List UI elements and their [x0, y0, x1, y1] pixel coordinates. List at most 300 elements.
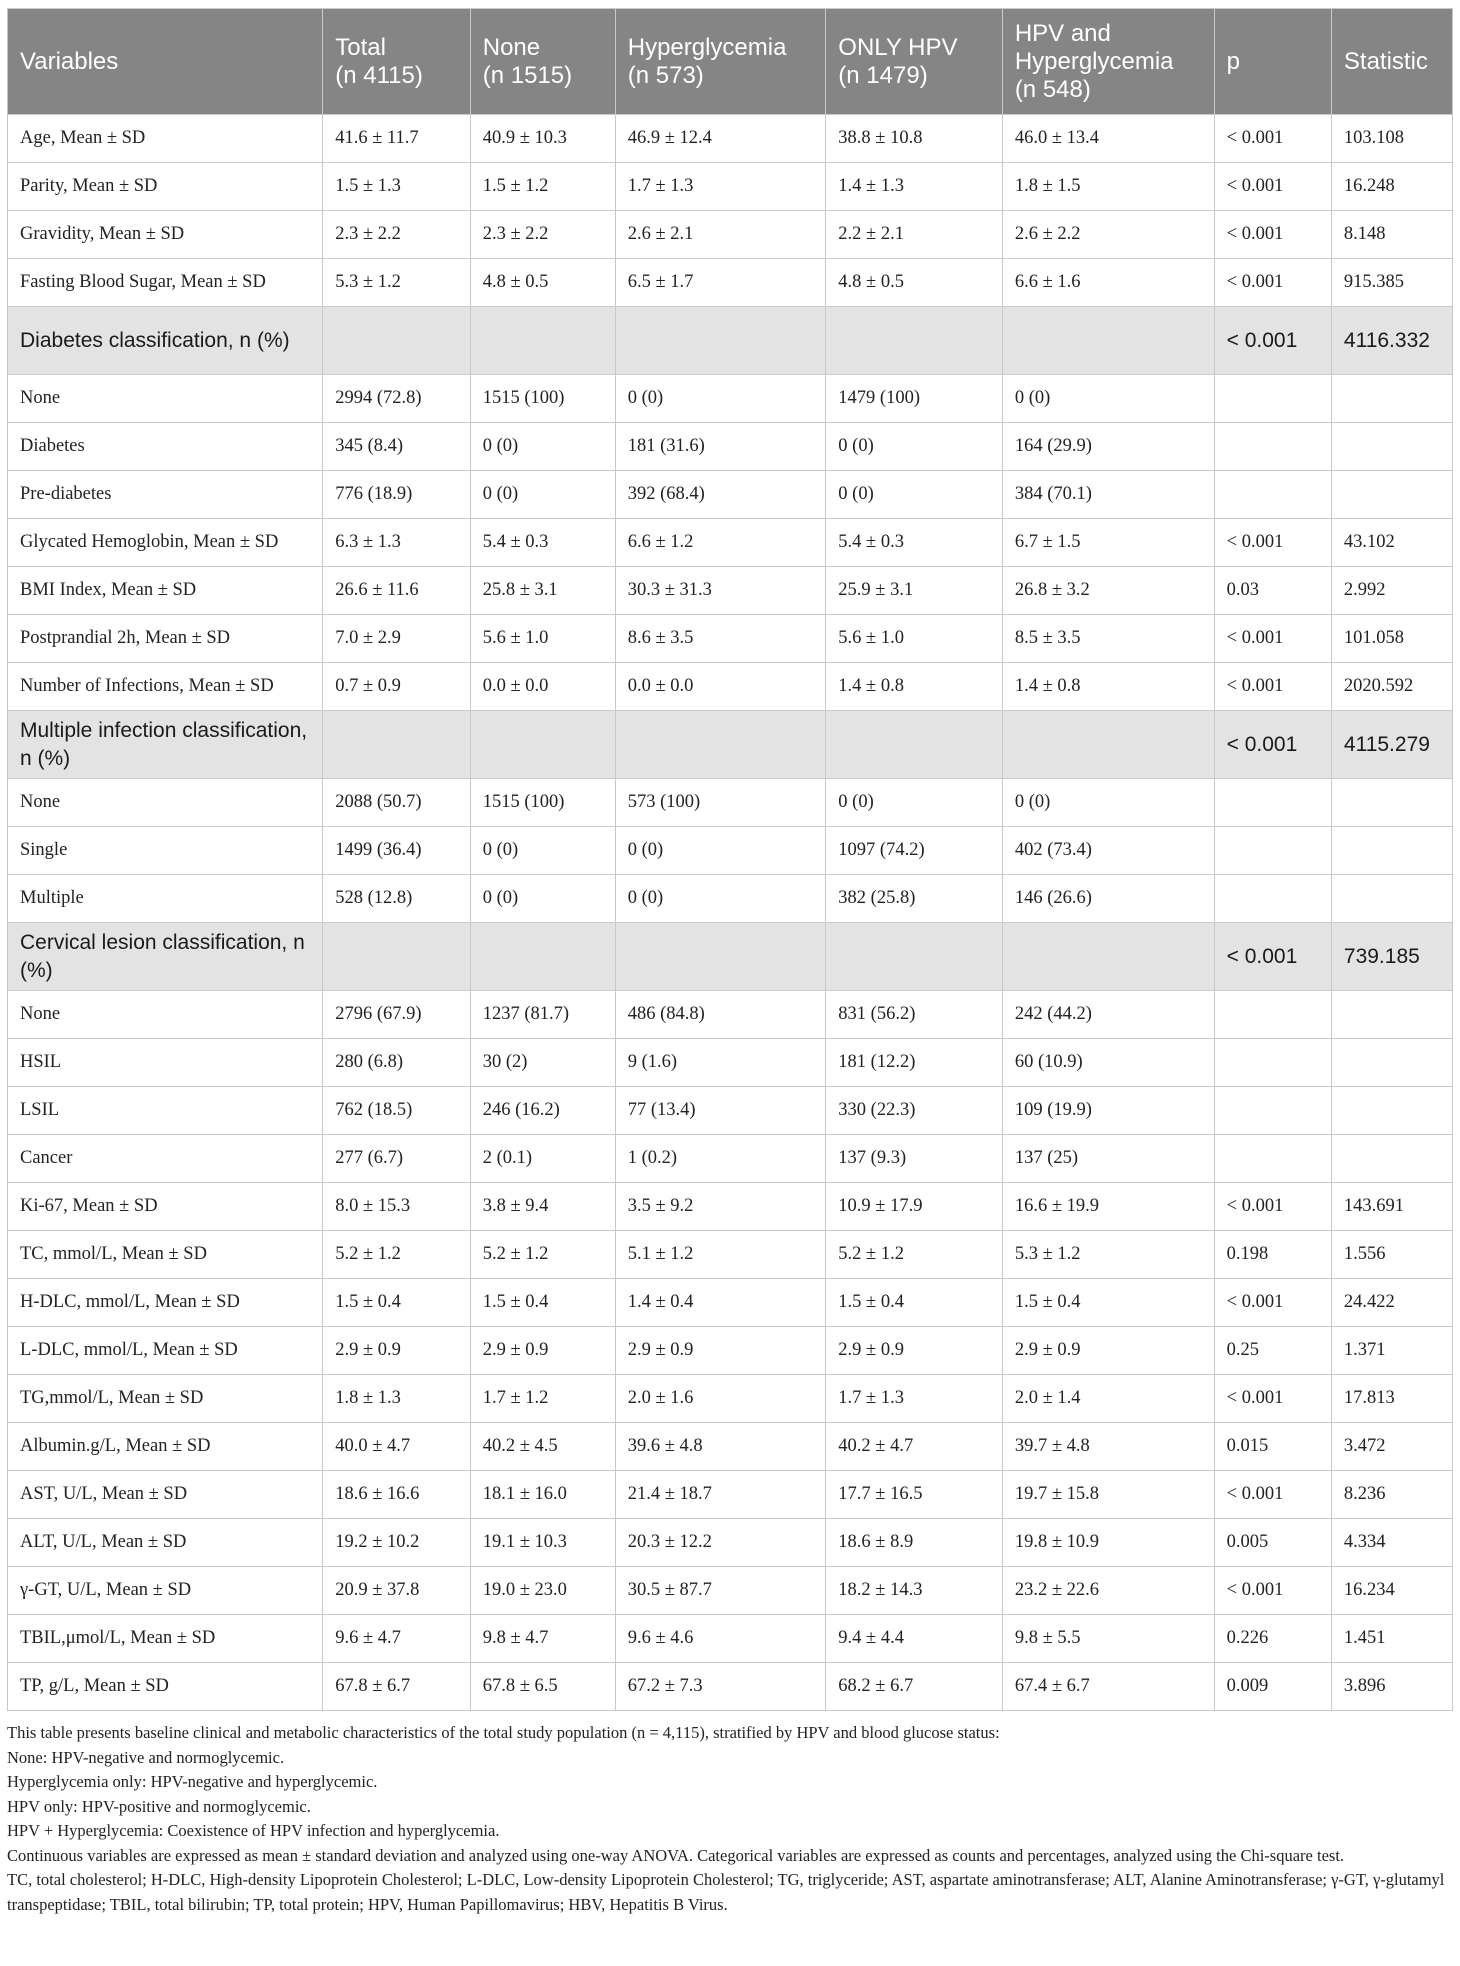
value-cell: 384 (70.1) [1002, 471, 1214, 519]
value-cell [323, 307, 471, 375]
value-cell: 181 (12.2) [826, 1039, 1003, 1087]
column-header-count: (n 1515) [482, 61, 573, 89]
value-cell: 9.6 ± 4.7 [323, 1615, 471, 1663]
value-cell: 2020.592 [1331, 663, 1452, 711]
value-cell: 2.6 ± 2.2 [1002, 211, 1214, 259]
value-cell: 4.8 ± 0.5 [826, 259, 1003, 307]
variable-cell: Cervical lesion classification, n (%) [8, 923, 323, 991]
table-row [8, 615, 1453, 663]
variable-cell: Gravidity, Mean ± SD [8, 211, 323, 259]
column-header-title: Statistic [1343, 47, 1428, 75]
value-cell: 46.9 ± 12.4 [615, 115, 826, 163]
value-cell: 68.2 ± 6.7 [826, 1663, 1003, 1711]
value-cell [1002, 307, 1214, 375]
value-cell: 573 (100) [615, 779, 826, 827]
variable-cell: Diabetes [8, 423, 323, 471]
value-cell [826, 923, 1003, 991]
column-header-title: HPV and Hyperglycemia [1014, 19, 1174, 75]
value-cell: 762 (18.5) [323, 1087, 471, 1135]
value-cell: 2.9 ± 0.9 [615, 1327, 826, 1375]
value-cell [826, 711, 1003, 779]
column-header-title: Hyperglycemia [627, 33, 787, 61]
table-row [8, 827, 1453, 875]
value-cell [1214, 875, 1331, 923]
value-cell: 67.8 ± 6.5 [470, 1663, 615, 1711]
table-row [8, 663, 1453, 711]
value-cell: < 0.001 [1214, 307, 1331, 375]
value-cell: 16.248 [1331, 163, 1452, 211]
value-cell: 0.005 [1214, 1519, 1331, 1567]
column-header-count: (n 4115) [335, 61, 423, 89]
value-cell: 26.8 ± 3.2 [1002, 567, 1214, 615]
footnote-line: None: HPV-negative and normoglycemic. [7, 1747, 285, 1767]
table-row [8, 519, 1453, 567]
value-cell [1002, 711, 1214, 779]
variable-cell: None [8, 991, 323, 1039]
value-cell: < 0.001 [1214, 1279, 1331, 1327]
value-cell: 103.108 [1331, 115, 1452, 163]
value-cell [323, 711, 471, 779]
value-cell: 6.6 ± 1.6 [1002, 259, 1214, 307]
value-cell: 4115.279 [1331, 711, 1452, 779]
value-cell: 2796 (67.9) [323, 991, 471, 1039]
value-cell: < 0.001 [1214, 211, 1331, 259]
value-cell: 0 (0) [615, 375, 826, 423]
column-header [323, 9, 471, 115]
column-header-title: ONLY HPV [838, 33, 958, 61]
value-cell: 1.5 ± 0.4 [470, 1279, 615, 1327]
value-cell [1214, 471, 1331, 519]
value-cell: 2.9 ± 0.9 [470, 1327, 615, 1375]
value-cell: 18.1 ± 16.0 [470, 1471, 615, 1519]
value-cell: 2.0 ± 1.6 [615, 1375, 826, 1423]
value-cell [1214, 1087, 1331, 1135]
value-cell: 18.6 ± 8.9 [826, 1519, 1003, 1567]
value-cell: 9.8 ± 5.5 [1002, 1615, 1214, 1663]
value-cell: 77 (13.4) [615, 1087, 826, 1135]
value-cell: < 0.001 [1214, 1471, 1331, 1519]
table-row [8, 211, 1453, 259]
value-cell: 528 (12.8) [323, 875, 471, 923]
value-cell [1331, 991, 1452, 1039]
variable-cell: LSIL [8, 1087, 323, 1135]
value-cell: 60 (10.9) [1002, 1039, 1214, 1087]
footnote-line: This table presents baseline clinical and metabolic characteristics of the total study population (n = 4,115), stratified by HPV and blood glucose status: [7, 1723, 1000, 1742]
variable-cell: Multiple [8, 875, 323, 923]
value-cell: 0.015 [1214, 1423, 1331, 1471]
value-cell: 1.5 ± 0.4 [826, 1279, 1003, 1327]
table-row [8, 1423, 1453, 1471]
variable-cell: BMI Index, Mean ± SD [8, 567, 323, 615]
table-row [8, 1087, 1453, 1135]
value-cell: 25.8 ± 3.1 [470, 567, 615, 615]
value-cell: 26.6 ± 11.6 [323, 567, 471, 615]
variable-cell: Cancer [8, 1135, 323, 1183]
value-cell: 1.5 ± 1.2 [470, 163, 615, 211]
value-cell: 402 (73.4) [1002, 827, 1214, 875]
value-cell: 2.2 ± 2.1 [826, 211, 1003, 259]
value-cell: 2 (0.1) [470, 1135, 615, 1183]
value-cell: < 0.001 [1214, 1375, 1331, 1423]
value-cell: 0.7 ± 0.9 [323, 663, 471, 711]
value-cell: 0 (0) [470, 827, 615, 875]
value-cell: 2.6 ± 2.1 [615, 211, 826, 259]
table-footnotes [7, 1721, 1453, 1917]
value-cell: 0.0 ± 0.0 [615, 663, 826, 711]
value-cell: 0 (0) [1002, 375, 1214, 423]
value-cell: 0.25 [1214, 1327, 1331, 1375]
value-cell: 2994 (72.8) [323, 375, 471, 423]
value-cell: 109 (19.9) [1002, 1087, 1214, 1135]
table-row [8, 1183, 1453, 1231]
column-header-count: (n 548) [1014, 75, 1091, 103]
value-cell: < 0.001 [1214, 923, 1331, 991]
value-cell: 0 (0) [826, 779, 1003, 827]
table-row [8, 1231, 1453, 1279]
value-cell: 2.3 ± 2.2 [470, 211, 615, 259]
value-cell: 1.4 ± 1.3 [826, 163, 1003, 211]
value-cell: < 0.001 [1214, 663, 1331, 711]
value-cell: 16.234 [1331, 1567, 1452, 1615]
value-cell: 137 (9.3) [826, 1135, 1003, 1183]
table-row [8, 1279, 1453, 1327]
value-cell: 5.1 ± 1.2 [615, 1231, 826, 1279]
variable-cell: HSIL [8, 1039, 323, 1087]
value-cell [323, 923, 471, 991]
value-cell: 0 (0) [826, 471, 1003, 519]
value-cell: 246 (16.2) [470, 1087, 615, 1135]
value-cell: 1.7 ± 1.2 [470, 1375, 615, 1423]
value-cell: 3.472 [1331, 1423, 1452, 1471]
value-cell [1002, 923, 1214, 991]
table-row [8, 1663, 1453, 1711]
table-row [8, 259, 1453, 307]
value-cell: 39.6 ± 4.8 [615, 1423, 826, 1471]
value-cell: 6.6 ± 1.2 [615, 519, 826, 567]
value-cell: 4.334 [1331, 1519, 1452, 1567]
value-cell: 0 (0) [615, 875, 826, 923]
value-cell: 10.9 ± 17.9 [826, 1183, 1003, 1231]
value-cell [470, 923, 615, 991]
value-cell: 4.8 ± 0.5 [470, 259, 615, 307]
value-cell: 19.7 ± 15.8 [1002, 1471, 1214, 1519]
value-cell: < 0.001 [1214, 163, 1331, 211]
variable-cell: TP, g/L, Mean ± SD [8, 1663, 323, 1711]
value-cell: 0 (0) [470, 471, 615, 519]
value-cell [1331, 827, 1452, 875]
value-cell: 5.4 ± 0.3 [470, 519, 615, 567]
column-header-title: None [482, 33, 541, 61]
value-cell: 1.5 ± 0.4 [1002, 1279, 1214, 1327]
value-cell: 0.009 [1214, 1663, 1331, 1711]
value-cell [615, 923, 826, 991]
table-row [8, 471, 1453, 519]
table-container [7, 8, 1453, 1917]
value-cell: 1.371 [1331, 1327, 1452, 1375]
value-cell: 1.5 ± 0.4 [323, 1279, 471, 1327]
variable-cell: Parity, Mean ± SD [8, 163, 323, 211]
value-cell [1331, 471, 1452, 519]
value-cell [470, 307, 615, 375]
value-cell [1331, 1087, 1452, 1135]
value-cell: 345 (8.4) [323, 423, 471, 471]
value-cell: 1479 (100) [826, 375, 1003, 423]
variable-cell: TBIL,μmol/L, Mean ± SD [8, 1615, 323, 1663]
table-row [8, 1135, 1453, 1183]
value-cell: 2.0 ± 1.4 [1002, 1375, 1214, 1423]
value-cell: 6.3 ± 1.3 [323, 519, 471, 567]
table-row [8, 1519, 1453, 1567]
value-cell: 0.226 [1214, 1615, 1331, 1663]
table-row [8, 423, 1453, 471]
value-cell: 776 (18.9) [323, 471, 471, 519]
value-cell: 831 (56.2) [826, 991, 1003, 1039]
footnote-line: Continuous variables are expressed as mean ± standard deviation and analyzed using one-way ANOVA. Categorical variables are expressed as counts and percentages, analyzed using the Chi-square test. [7, 1845, 1345, 1865]
footnote-line: TC, total cholesterol; H-DLC, High-density Lipoprotein Cholesterol; L-DLC, Low-density Lipoprotein Cholesterol; TG, triglyceride; AST, aspartate aminotransferase; ALT, Alanine Aminotransferase; γ-GT, γ-glutamyl transpeptidase; TBIL, total bilirubin; TP, total protein; HPV, Human Papillomavirus; HBV, Hepatitis B Virus. [7, 1870, 1445, 1914]
value-cell: 0 (0) [1002, 779, 1214, 827]
value-cell: 8.5 ± 3.5 [1002, 615, 1214, 663]
variable-cell: TC, mmol/L, Mean ± SD [8, 1231, 323, 1279]
value-cell [615, 307, 826, 375]
value-cell: 23.2 ± 22.6 [1002, 1567, 1214, 1615]
variable-cell: Fasting Blood Sugar, Mean ± SD [8, 259, 323, 307]
variable-cell: Age, Mean ± SD [8, 115, 323, 163]
value-cell: 67.2 ± 7.3 [615, 1663, 826, 1711]
value-cell: 24.422 [1331, 1279, 1452, 1327]
value-cell: 18.6 ± 16.6 [323, 1471, 471, 1519]
value-cell: 40.2 ± 4.7 [826, 1423, 1003, 1471]
column-header-title: Total [335, 33, 386, 61]
value-cell: 1.451 [1331, 1615, 1452, 1663]
value-cell: 2.9 ± 0.9 [1002, 1327, 1214, 1375]
value-cell [1214, 779, 1331, 827]
variable-cell: H-DLC, mmol/L, Mean ± SD [8, 1279, 323, 1327]
value-cell: < 0.001 [1214, 615, 1331, 663]
value-cell: 19.0 ± 23.0 [470, 1567, 615, 1615]
value-cell: 19.1 ± 10.3 [470, 1519, 615, 1567]
value-cell [826, 307, 1003, 375]
value-cell [1331, 875, 1452, 923]
table-row [8, 779, 1453, 827]
table-row [8, 1615, 1453, 1663]
value-cell [1214, 423, 1331, 471]
value-cell [1331, 1135, 1452, 1183]
value-cell: 146 (26.6) [1002, 875, 1214, 923]
value-cell: 1.4 ± 0.4 [615, 1279, 826, 1327]
header-row [8, 9, 1453, 115]
variable-cell: Albumin.g/L, Mean ± SD [8, 1423, 323, 1471]
table-row [8, 375, 1453, 423]
table-row [8, 991, 1453, 1039]
variable-cell: Number of Infections, Mean ± SD [8, 663, 323, 711]
column-header [1331, 9, 1452, 115]
value-cell: 1.7 ± 1.3 [615, 163, 826, 211]
value-cell: 1.4 ± 0.8 [1002, 663, 1214, 711]
value-cell: 137 (25) [1002, 1135, 1214, 1183]
value-cell: 18.2 ± 14.3 [826, 1567, 1003, 1615]
value-cell: 8.236 [1331, 1471, 1452, 1519]
value-cell: 1515 (100) [470, 375, 615, 423]
value-cell: 0 (0) [470, 875, 615, 923]
value-cell: < 0.001 [1214, 259, 1331, 307]
value-cell: 0 (0) [470, 423, 615, 471]
value-cell: 1515 (100) [470, 779, 615, 827]
value-cell [1214, 827, 1331, 875]
value-cell: 0 (0) [826, 423, 1003, 471]
variable-cell: Single [8, 827, 323, 875]
column-header [470, 9, 615, 115]
value-cell: 1.4 ± 0.8 [826, 663, 1003, 711]
value-cell: 8.0 ± 15.3 [323, 1183, 471, 1231]
value-cell: 40.2 ± 4.5 [470, 1423, 615, 1471]
value-cell: 21.4 ± 18.7 [615, 1471, 826, 1519]
value-cell: 1.556 [1331, 1231, 1452, 1279]
value-cell [1331, 779, 1452, 827]
value-cell: 30 (2) [470, 1039, 615, 1087]
value-cell: 5.2 ± 1.2 [826, 1231, 1003, 1279]
variable-cell: Pre-diabetes [8, 471, 323, 519]
value-cell: 9.8 ± 4.7 [470, 1615, 615, 1663]
value-cell: 39.7 ± 4.8 [1002, 1423, 1214, 1471]
value-cell: 43.102 [1331, 519, 1452, 567]
variable-cell: Diabetes classification, n (%) [8, 307, 323, 375]
value-cell: 2.9 ± 0.9 [826, 1327, 1003, 1375]
variable-cell: Postprandial 2h, Mean ± SD [8, 615, 323, 663]
value-cell: 19.2 ± 10.2 [323, 1519, 471, 1567]
table-row [8, 1375, 1453, 1423]
value-cell: < 0.001 [1214, 1183, 1331, 1231]
value-cell: 164 (29.9) [1002, 423, 1214, 471]
table-row [8, 567, 1453, 615]
variable-cell: Ki-67, Mean ± SD [8, 1183, 323, 1231]
value-cell [615, 711, 826, 779]
value-cell: 16.6 ± 19.9 [1002, 1183, 1214, 1231]
value-cell: 9 (1.6) [615, 1039, 826, 1087]
value-cell: 3.5 ± 9.2 [615, 1183, 826, 1231]
value-cell: 1.8 ± 1.3 [323, 1375, 471, 1423]
table-row [8, 115, 1453, 163]
column-header [615, 9, 826, 115]
value-cell: 17.7 ± 16.5 [826, 1471, 1003, 1519]
value-cell: 8.6 ± 3.5 [615, 615, 826, 663]
variable-cell: None [8, 779, 323, 827]
section-row [8, 307, 1453, 375]
value-cell: < 0.001 [1214, 711, 1331, 779]
variable-cell: AST, U/L, Mean ± SD [8, 1471, 323, 1519]
value-cell: 6.5 ± 1.7 [615, 259, 826, 307]
value-cell: < 0.001 [1214, 115, 1331, 163]
value-cell: 7.0 ± 2.9 [323, 615, 471, 663]
value-cell: 242 (44.2) [1002, 991, 1214, 1039]
footnote-line: HPV + Hyperglycemia: Coexistence of HPV infection and hyperglycemia. [7, 1821, 500, 1840]
value-cell [1214, 375, 1331, 423]
value-cell: 486 (84.8) [615, 991, 826, 1039]
variable-cell: Glycated Hemoglobin, Mean ± SD [8, 519, 323, 567]
variable-cell: TG,mmol/L, Mean ± SD [8, 1375, 323, 1423]
value-cell: 5.2 ± 1.2 [323, 1231, 471, 1279]
value-cell: 67.8 ± 6.7 [323, 1663, 471, 1711]
value-cell: 5.6 ± 1.0 [826, 615, 1003, 663]
value-cell: 20.9 ± 37.8 [323, 1567, 471, 1615]
variable-cell: ALT, U/L, Mean ± SD [8, 1519, 323, 1567]
value-cell: 2.9 ± 0.9 [323, 1327, 471, 1375]
value-cell [1331, 375, 1452, 423]
value-cell: 9.4 ± 4.4 [826, 1615, 1003, 1663]
value-cell: 0.198 [1214, 1231, 1331, 1279]
value-cell: 1.5 ± 1.3 [323, 163, 471, 211]
value-cell: 1.8 ± 1.5 [1002, 163, 1214, 211]
value-cell: 2.992 [1331, 567, 1452, 615]
value-cell: 9.6 ± 4.6 [615, 1615, 826, 1663]
footnote-line: Hyperglycemia only: HPV-negative and hyperglycemic. [7, 1772, 378, 1791]
footnote-line: HPV only: HPV-positive and normoglycemic. [7, 1796, 311, 1816]
table-row [8, 875, 1453, 923]
value-cell: 30.5 ± 87.7 [615, 1567, 826, 1615]
value-cell: 25.9 ± 3.1 [826, 567, 1003, 615]
value-cell: 5.3 ± 1.2 [1002, 1231, 1214, 1279]
value-cell: 40.0 ± 4.7 [323, 1423, 471, 1471]
column-header [1214, 9, 1331, 115]
table-row [8, 1567, 1453, 1615]
column-header-count: (n 573) [627, 61, 704, 89]
value-cell: 1097 (74.2) [826, 827, 1003, 875]
section-row [8, 923, 1453, 991]
value-cell [1214, 1039, 1331, 1087]
value-cell: 143.691 [1331, 1183, 1452, 1231]
value-cell: 20.3 ± 12.2 [615, 1519, 826, 1567]
value-cell: 1499 (36.4) [323, 827, 471, 875]
column-header-count: (n 1479) [838, 61, 928, 89]
value-cell: < 0.001 [1214, 1567, 1331, 1615]
value-cell: 0 (0) [615, 827, 826, 875]
value-cell [1214, 1135, 1331, 1183]
value-cell: 5.2 ± 1.2 [470, 1231, 615, 1279]
value-cell: 330 (22.3) [826, 1087, 1003, 1135]
value-cell: 67.4 ± 6.7 [1002, 1663, 1214, 1711]
variable-cell: None [8, 375, 323, 423]
table-row [8, 1471, 1453, 1519]
value-cell: 17.813 [1331, 1375, 1452, 1423]
value-cell: 0.03 [1214, 567, 1331, 615]
value-cell: 392 (68.4) [615, 471, 826, 519]
value-cell: 1237 (81.7) [470, 991, 615, 1039]
value-cell [1331, 423, 1452, 471]
value-cell: 280 (6.8) [323, 1039, 471, 1087]
value-cell: 8.148 [1331, 211, 1452, 259]
table-row [8, 1327, 1453, 1375]
value-cell: 2088 (50.7) [323, 779, 471, 827]
value-cell: 101.058 [1331, 615, 1452, 663]
value-cell: 1 (0.2) [615, 1135, 826, 1183]
baseline-characteristics-table [7, 8, 1453, 1711]
column-header [826, 9, 1003, 115]
column-header-title: Variables [20, 47, 119, 75]
value-cell: 181 (31.6) [615, 423, 826, 471]
value-cell: 739.185 [1331, 923, 1452, 991]
column-header [1002, 9, 1214, 115]
variable-cell: Multiple infection classification, n (%) [8, 711, 323, 779]
column-header [8, 9, 323, 115]
variable-cell: γ-GT, U/L, Mean ± SD [8, 1567, 323, 1615]
table-body [8, 115, 1453, 1711]
value-cell: 5.6 ± 1.0 [470, 615, 615, 663]
table-row [8, 1039, 1453, 1087]
value-cell: < 0.001 [1214, 519, 1331, 567]
value-cell [1331, 1039, 1452, 1087]
section-row [8, 711, 1453, 779]
value-cell: 915.385 [1331, 259, 1452, 307]
value-cell: 3.8 ± 9.4 [470, 1183, 615, 1231]
